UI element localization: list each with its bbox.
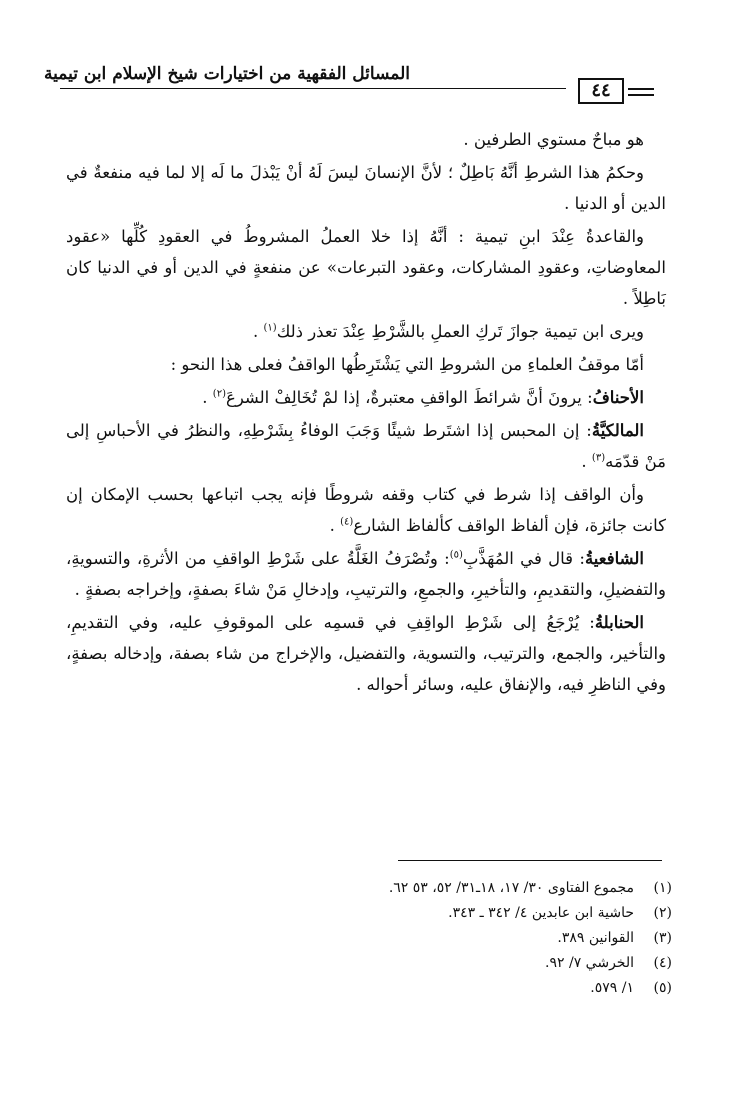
hanbali-text: : يُرْجَعُ إلى شَرْطِ الواقِفِ في قسمِه على الموقوفِ عليه، وفي التقديمِ، والتأخير، والجمع، والترتيب، والتسوية، والتفضيل، والإخراج من شاء بصفة، وإدخاله بصفةٍ، وفي الناظرِ فيه، والإنفاق عليه، وسائر أحواله . [66, 613, 666, 694]
footnote-ref-2[interactable]: (٢) [212, 388, 226, 400]
footnote-number: (٣) [653, 930, 672, 946]
footnote-ref-5[interactable]: (٥) [449, 549, 463, 561]
page-number-rule-bottom [628, 94, 654, 96]
footnote-1 [300, 876, 672, 901]
footnote-text: الخرشي ٧/ ٩٢. [545, 955, 634, 971]
footnote-3 [300, 926, 672, 951]
waqif-text: وأن الواقف إذا شرط في كتاب وقفه شروطًا فإنه يجب اتباعها بحسب الإمكان إن كانت جائزة، فإن ألفاظ الواقف كألفاظ الشارع [66, 485, 666, 535]
footnote-number: (٥) [653, 980, 672, 996]
footnote-number: (٤) [653, 955, 672, 971]
hanafi-text: : يرونَ أنَّ شرائطَ الواقفِ معتبرةٌ، إذا لمْ تُخَالِفْ الشرعَ [225, 388, 593, 407]
page-number: ٤٤ [578, 78, 624, 104]
footnotes [300, 876, 672, 1001]
footnote-ref-4[interactable]: (٤) [340, 516, 354, 528]
paragraph-hanbali [66, 607, 666, 700]
paragraph-hanafi [66, 382, 666, 413]
maliki-text: : إن المحبس إذا اشتَرط شيئًا وَجَبَ الوفاءُ بِشَرْطِهِ، والنظرُ في الأحباسِ إلى مَنْ قدّمَه [66, 421, 666, 471]
footnote-number: (١) [653, 880, 672, 896]
header-rule [60, 88, 566, 89]
paragraph-3: والقاعدةُ عِنْدَ ابنِ تيمية : أنَّهُ إذا خلا العملُ المشروطُ في العقودِ كُلِّها «عقود المعاوضاتِ، وعقودِ المشاركات، وعقود التبرعات» عن منفعةٍ في الدين أو في الدنيا كان بَاطِلاً . [66, 227, 666, 308]
term-maliki: المالكيَّةُ [591, 421, 644, 440]
footnote-5 [300, 976, 672, 1001]
footnote-text: مجموع الفتاوى ٣٠/ ١٧، ١٨ـ٣١/ ٥٢، ٥٣ ٦٢. [388, 880, 634, 896]
running-header-title: المسائل الفقهية من اختيارات شيخ الإسلام ابن تيمية [44, 64, 410, 84]
paragraph-4-text: ويرى ابن تيمية جوازَ تَركِ العملِ بالشَّرْطِ عِنْدَ تعذر ذلك [276, 322, 644, 341]
shafii-text-a: : قال في المُهَذَّبِ [462, 549, 585, 568]
footnote-2 [300, 901, 672, 926]
paragraph-maliki [66, 415, 666, 477]
main-text [66, 124, 666, 702]
paragraph-1: هو مباحٌ مستوي الطرفين . [463, 130, 644, 149]
footnote-ref-3[interactable]: (٣) [591, 452, 606, 464]
shafii-text-b: : وتُصْرَفُ الغَلَّةُ على شَرْطِ الواقفِ من الأثرةِ، والتسويةِ، والتفضيلِ، والتقديمِ، والتأخيرِ، والجمعِ، والترتيبِ، وإدخالِ مَنْ شاءَ بصفةٍ، وإخراجه بصفةٍ . [66, 549, 666, 599]
paragraph-2: وحكمُ هذا الشرطِ أنَّهُ بَاطِلٌ ؛ لأنَّ الإنسانَ ليسَ لَهُ أنْ يَبْذلَ ما لَه إلا لما فيه منفعةٌ في الدين أو الدنيا . [66, 163, 666, 213]
term-hanafi: الأحنافُ [592, 388, 644, 407]
paragraph-shafii [66, 543, 666, 605]
footnote-number: (٢) [653, 905, 672, 921]
footnote-ref-1[interactable]: (١) [263, 322, 277, 334]
paragraph-4-end: . [253, 322, 264, 341]
waqif-end: . [329, 516, 341, 535]
paragraph-4 [66, 316, 666, 347]
hanafi-end: . [202, 388, 213, 407]
footnote-text: حاشية ابن عابدين ٤/ ٣٤٢ ـ ٣٤٣. [448, 905, 634, 921]
footnote-4 [300, 951, 672, 976]
footnote-separator [398, 860, 662, 861]
paragraph-waqif [66, 479, 666, 541]
footnote-text: ١/ ٥٧٩. [590, 980, 634, 996]
maliki-end: . [581, 452, 592, 471]
paragraph-5: أمّا موقفُ العلماءِ من الشروطِ التي يَشْتَرِطُها الواقفُ فعلى هذا النحو : [170, 355, 644, 374]
term-shafii: الشافعيةُ [584, 549, 644, 568]
term-hanbali: الحنابلةُ [594, 613, 644, 632]
footnote-text: القوانين ٣٨٩. [557, 930, 634, 946]
page-number-rule-top [628, 88, 654, 90]
